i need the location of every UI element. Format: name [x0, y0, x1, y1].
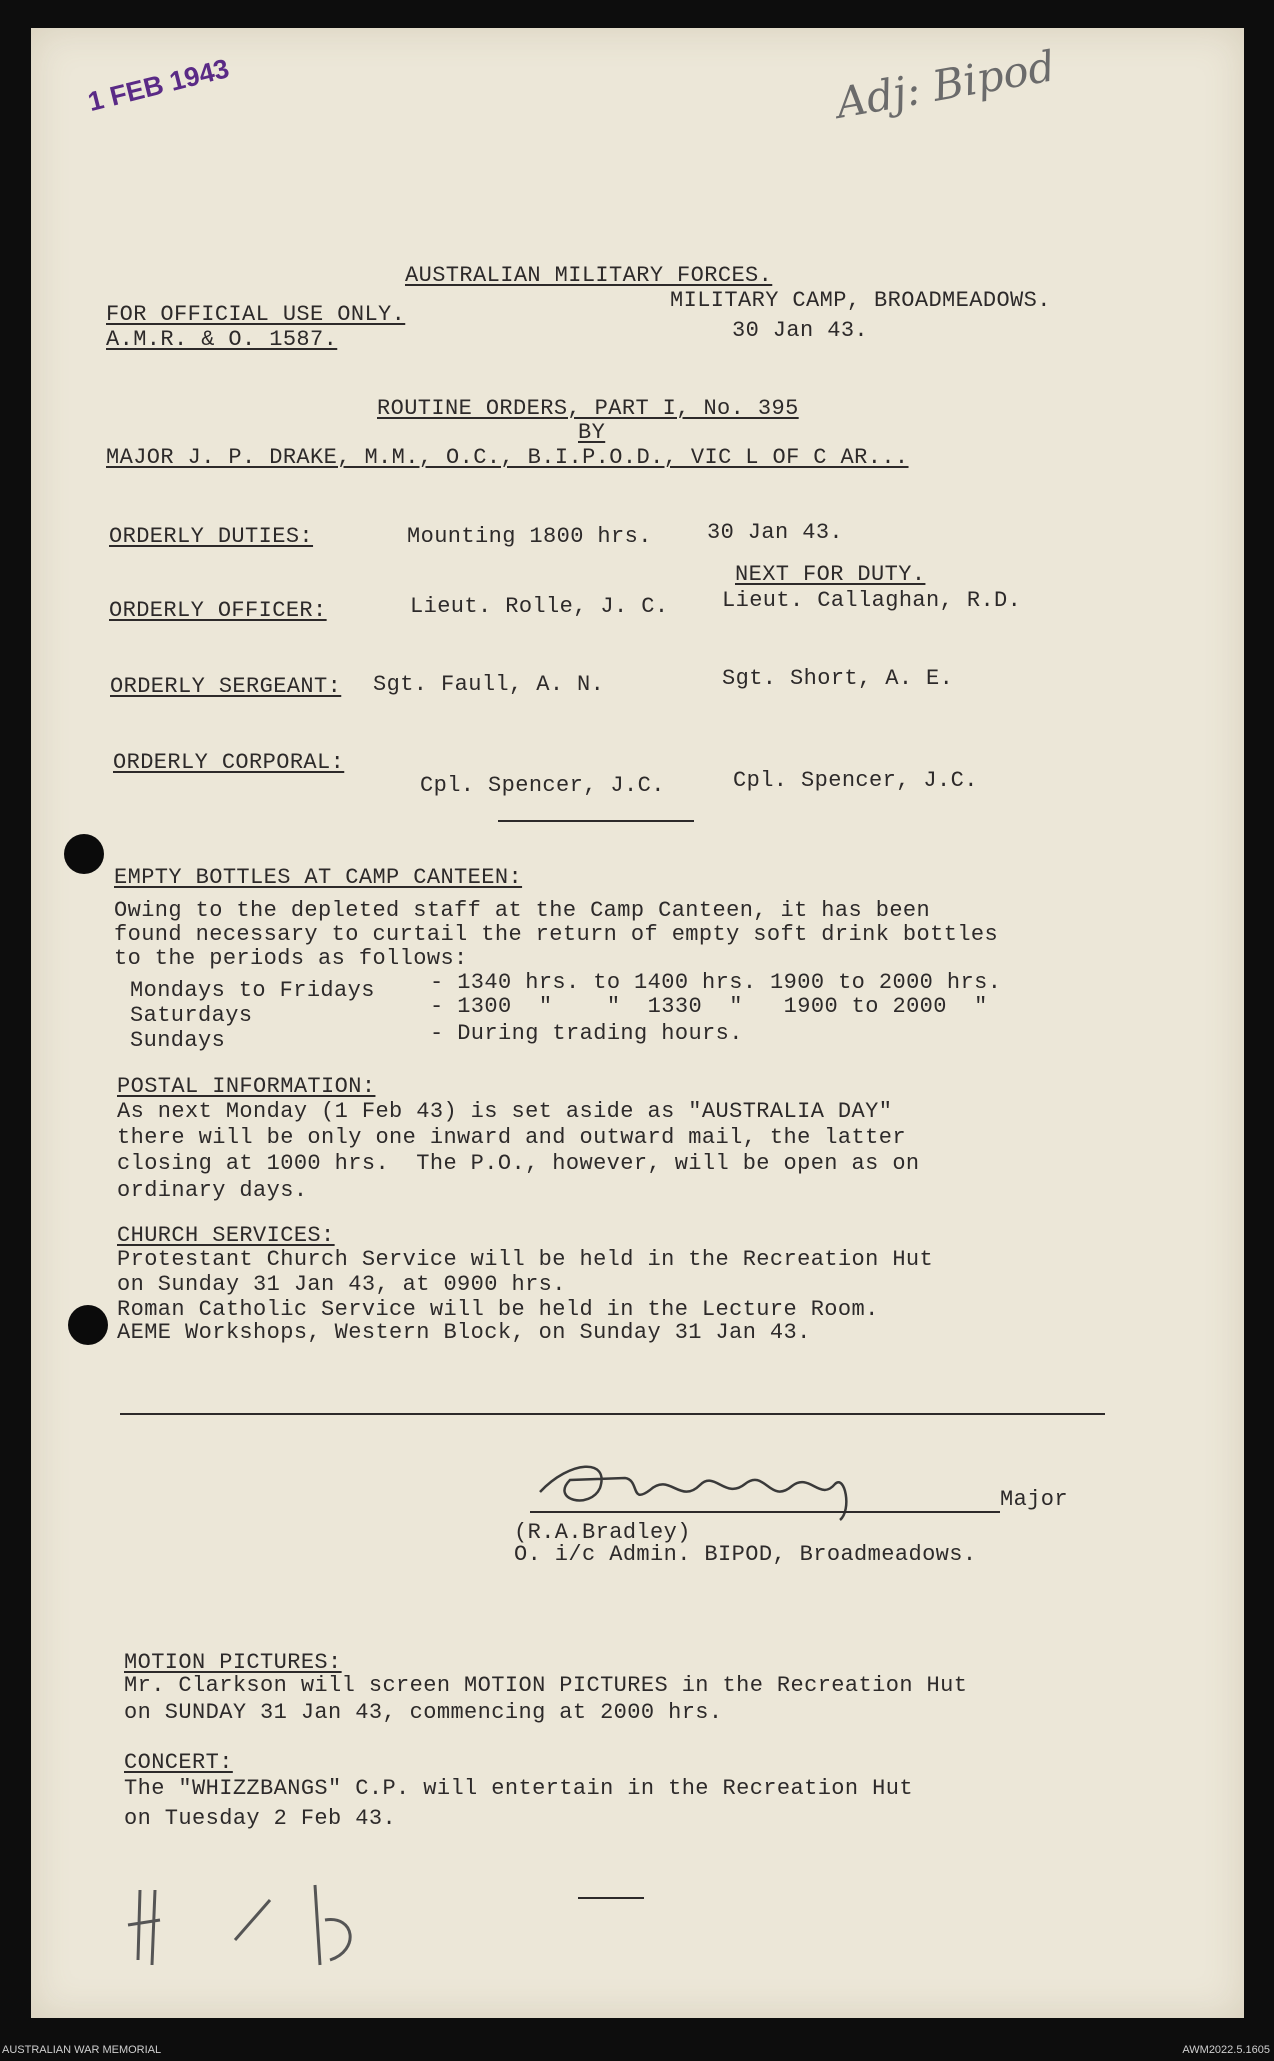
- concert-line: on Tuesday 2 Feb 43.: [124, 1806, 397, 1831]
- orderly-sergeant-current: Sgt. Faull, A. N.: [373, 672, 605, 697]
- duties-mounting: Mounting 1800 hrs.: [407, 524, 652, 549]
- camp-name: MILITARY CAMP, BROADMEADOWS.: [670, 288, 1051, 313]
- concert-heading: CONCERT:: [124, 1750, 233, 1775]
- handwritten-initials: [120, 1870, 380, 1985]
- postal-line: closing at 1000 hrs. The P.O., however, will be open as on: [117, 1151, 920, 1176]
- postal-line: As next Monday (1 Feb 43) is set aside as "AUSTRALIA DAY": [117, 1099, 893, 1124]
- date-stamp: 1 FEB 1943: [85, 53, 233, 118]
- orderly-officer-label: ORDERLY OFFICER:: [109, 598, 327, 623]
- orderly-sergeant-label: ORDERLY SERGEANT:: [110, 674, 342, 699]
- end-divider: [578, 1897, 644, 1899]
- section-divider: [120, 1413, 1105, 1415]
- concert-line: The "WHIZZBANGS" C.P. will entertain in the Recreation Hut: [124, 1776, 913, 1801]
- orderly-corporal-label: ORDERLY CORPORAL:: [113, 750, 345, 775]
- schedule-times: - 1300 " " 1330 " 1900 to 2000 ": [430, 994, 988, 1019]
- canteen-line: Owing to the depleted staff at the Camp Canteen, it has been: [114, 898, 931, 923]
- schedule-day: Saturdays: [130, 1003, 253, 1028]
- signatory-name: (R.A.Bradley): [514, 1520, 691, 1545]
- commanding-officer: MAJOR J. P. DRAKE, M.M., O.C., B.I.P.O.D., VIC L OF C AR...: [106, 445, 909, 470]
- reference-number: A.M.R. & O. 1587.: [106, 327, 338, 352]
- punch-hole-top: [64, 834, 104, 874]
- handwritten-annotation: Adj: Bipod: [832, 41, 1059, 128]
- official-use-label: FOR OFFICIAL USE ONLY.: [106, 302, 406, 327]
- punch-hole-bottom: [68, 1305, 108, 1345]
- canteen-line: to the periods as follows:: [114, 946, 468, 971]
- signatory-role: O. i/c Admin. BIPOD, Broadmeadows.: [514, 1542, 977, 1567]
- next-for-duty-label: NEXT FOR DUTY.: [735, 562, 926, 587]
- motion-line: Mr. Clarkson will screen MOTION PICTURES in the Recreation Hut: [124, 1673, 968, 1698]
- church-heading: CHURCH SERVICES:: [117, 1223, 335, 1248]
- postal-heading: POSTAL INFORMATION:: [117, 1074, 376, 1099]
- schedule-times: - 1340 hrs. to 1400 hrs. 1900 to 2000 hrs.: [430, 970, 1002, 995]
- orderly-corporal-current: Cpl. Spencer, J.C.: [420, 773, 665, 798]
- orderly-sergeant-next: Sgt. Short, A. E.: [722, 666, 954, 691]
- canteen-line: found necessary to curtail the return of empty soft drink bottles: [114, 922, 999, 947]
- duties-label: ORDERLY DUTIES:: [109, 524, 314, 549]
- church-line: Roman Catholic Service will be held in the Lecture Room.: [117, 1297, 879, 1322]
- schedule-day: Mondays to Fridays: [130, 978, 375, 1003]
- orderly-officer-next: Lieut. Callaghan, R.D.: [722, 588, 1022, 613]
- duties-date: 30 Jan 43.: [707, 520, 844, 545]
- document-date: 30 Jan 43.: [732, 318, 869, 343]
- canteen-heading: EMPTY BOTTLES AT CAMP CANTEEN:: [114, 865, 523, 890]
- orderly-officer-current: Lieut. Rolle, J. C.: [410, 594, 669, 619]
- motion-line: on SUNDAY 31 Jan 43, commencing at 2000 hrs.: [124, 1700, 723, 1725]
- motion-heading: MOTION PICTURES:: [124, 1650, 342, 1675]
- document-title: AUSTRALIAN MILITARY FORCES.: [405, 263, 773, 288]
- church-line: Protestant Church Service will be held in the Recreation Hut: [117, 1247, 934, 1272]
- postal-line: ordinary days.: [117, 1178, 308, 1203]
- schedule-times: - During trading hours.: [430, 1021, 743, 1046]
- orderly-corporal-next: Cpl. Spencer, J.C.: [733, 768, 978, 793]
- church-line: AEME Workshops, Western Block, on Sunday 31 Jan 43.: [117, 1320, 811, 1345]
- footer-institution: AUSTRALIAN WAR MEMORIAL: [2, 2044, 162, 2056]
- orders-by: BY: [578, 420, 606, 445]
- postal-line: there will be only one inward and outward mail, the latter: [117, 1125, 906, 1150]
- section-divider: [498, 820, 694, 822]
- church-line: on Sunday 31 Jan 43, at 0900 hrs.: [117, 1272, 566, 1297]
- footer-accession: AWM2022.5.1605: [1182, 2044, 1270, 2056]
- signatory-rank: Major: [1000, 1487, 1069, 1512]
- orders-title: ROUTINE ORDERS, PART I, No. 395: [377, 396, 799, 421]
- schedule-day: Sundays: [130, 1028, 226, 1053]
